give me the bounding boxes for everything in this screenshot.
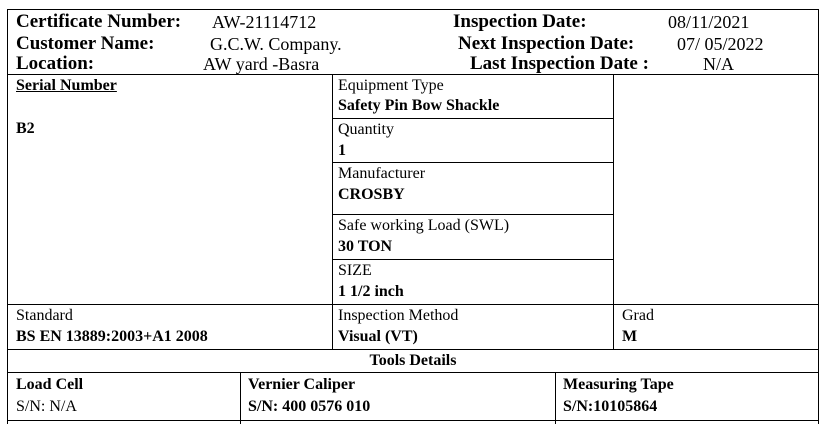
- serial-number-value: B2: [16, 120, 35, 137]
- grade-label: Grad: [622, 307, 654, 324]
- manufacturer-label: Manufacturer: [338, 165, 426, 182]
- border-top: [7, 9, 819, 10]
- row-divider-standard: [7, 304, 819, 305]
- row-divider-manufacturer: [332, 162, 614, 163]
- customer-name-value: G.C.W. Company.: [210, 34, 342, 54]
- certificate-number-value: AW-21114712: [212, 12, 317, 32]
- tools-details-title: Tools Details: [369, 352, 457, 369]
- standard-label: Standard: [16, 307, 73, 324]
- tools-col-divider-1: [240, 372, 241, 424]
- row-divider-quantity: [332, 118, 614, 119]
- load-cell-sn: S/N: N/A: [16, 398, 77, 415]
- row-divider-size: [332, 259, 614, 260]
- row-divider-tools-title: [7, 349, 819, 350]
- location-label: Location:: [16, 53, 95, 74]
- vernier-caliper-sn: S/N: 400 0576 010: [248, 398, 371, 415]
- col-divider-2: [613, 74, 614, 349]
- swl-label: Safe working Load (SWL): [338, 217, 510, 234]
- row-divider-tools: [7, 372, 819, 373]
- serial-number-label: Serial Number: [16, 77, 117, 94]
- inspection-date-label: Inspection Date:: [453, 11, 587, 32]
- quantity-label: Quantity: [338, 121, 394, 138]
- certificate-number-label: Certificate Number:: [16, 11, 182, 32]
- size-value: 1 1/2 inch: [338, 283, 404, 300]
- row-divider-bottom: [7, 420, 819, 421]
- measuring-tape-label: Measuring Tape: [563, 376, 674, 393]
- inspection-date-value: 08/11/2021: [668, 12, 750, 32]
- last-inspection-date-label: Last Inspection Date :: [470, 53, 649, 74]
- equipment-type-label: Equipment Type: [338, 77, 444, 94]
- customer-name-label: Customer Name:: [16, 33, 155, 54]
- tools-col-divider-2: [555, 372, 556, 424]
- col-divider-1: [332, 74, 333, 349]
- quantity-value: 1: [338, 142, 346, 159]
- grade-value: M: [622, 328, 638, 345]
- next-inspection-date-value: 07/ 05/2022: [677, 34, 764, 54]
- vernier-caliper-label: Vernier Caliper: [248, 376, 356, 393]
- swl-value: 30 TON: [338, 238, 393, 255]
- load-cell-label: Load Cell: [16, 376, 84, 393]
- location-value: AW yard -Basra: [203, 54, 320, 74]
- inspection-method-label: Inspection Method: [338, 307, 459, 324]
- last-inspection-date-value: N/A: [703, 54, 734, 74]
- inspection-method-value: Visual (VT): [338, 328, 418, 345]
- manufacturer-value: CROSBY: [338, 186, 405, 203]
- header-divider: [7, 74, 819, 75]
- size-label: SIZE: [338, 262, 372, 279]
- row-divider-swl: [332, 214, 614, 215]
- standard-value: BS EN 13889:2003+A1 2008: [16, 328, 208, 345]
- equipment-type-value: Safety Pin Bow Shackle: [338, 97, 500, 114]
- next-inspection-date-label: Next Inspection Date:: [458, 33, 635, 54]
- measuring-tape-sn: S/N:10105864: [563, 398, 658, 415]
